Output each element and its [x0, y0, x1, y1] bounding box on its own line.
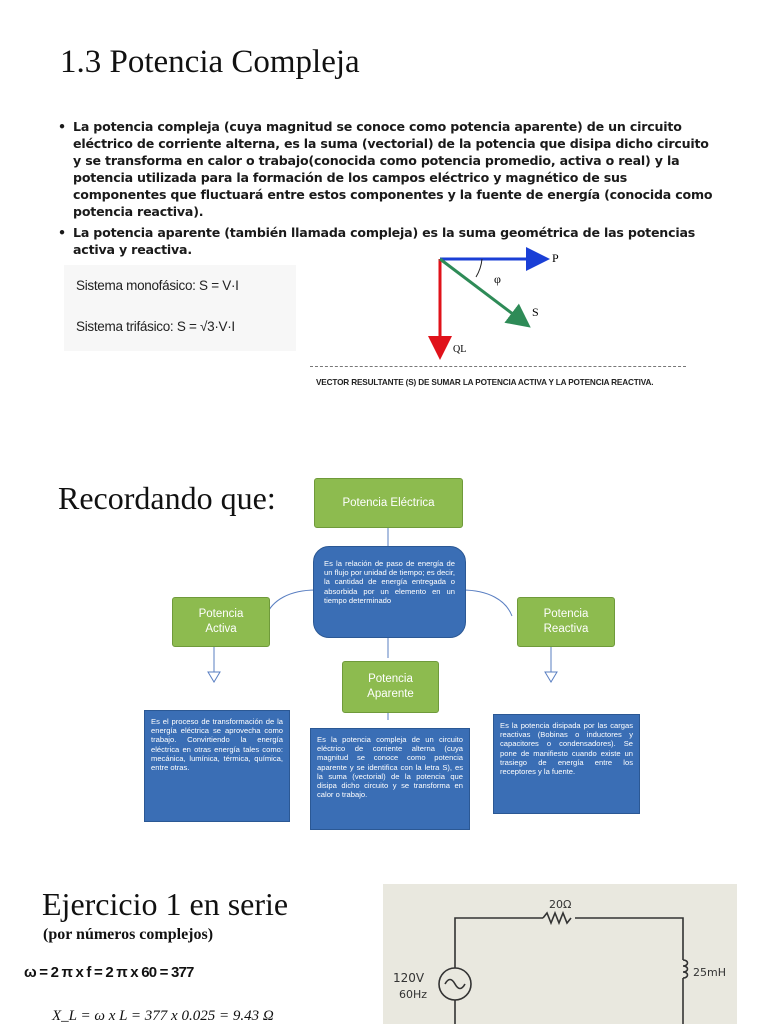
- potencia-activa-box: [172, 597, 270, 647]
- page-title: 1.3 Potencia Compleja: [60, 44, 360, 80]
- connector-reactiva: [545, 645, 557, 682]
- potencia-electrica-box: Potencia Eléctrica: [314, 478, 463, 528]
- potencia-reactiva-label: Potencia Reactiva: [543, 608, 589, 635]
- bullet-dot: •: [58, 119, 66, 134]
- connector-activa: [208, 645, 220, 682]
- frequency-label: 60Hz: [399, 988, 428, 1001]
- definition-box: Es la relación de paso de energía de un flujo por unidad de tiempo; es decir, la cantidad de energía entregada o absorbida por un elemento en un tiempo determinado: [313, 546, 466, 638]
- label-p: P: [552, 251, 559, 265]
- bullet-text: La potencia aparente (también llamada compleja) es la suma geométrica de las potencias activa y reactiva.: [73, 225, 696, 257]
- potencia-aparente-box: [342, 661, 439, 713]
- resistor-symbol: [543, 913, 571, 923]
- label-ql: QL: [453, 344, 467, 355]
- power-vector-diagram: [420, 244, 580, 364]
- bullet-list: [58, 118, 713, 262]
- potencia-activa-label: Potencia Activa: [198, 608, 244, 635]
- inductor-label: 25mH: [693, 966, 726, 979]
- circuit-wire: [575, 918, 683, 960]
- section-title-recordando: Recordando que:: [58, 480, 276, 516]
- bullet-item: [58, 118, 713, 220]
- section-title-ejercicio: Ejercicio 1 en serie: [42, 886, 289, 922]
- formula-trifasico: Sistema trifásico: S = √3·V·I: [76, 319, 235, 334]
- label-s: S: [532, 305, 539, 319]
- dashed-separator: [310, 366, 686, 367]
- reactiva-description: Es la potencia disipada por las cargas reactivas (Bobinas o inductores y capacitores o condensadores). Se pone de manifiesto cuando existe un trasiego de energía entre los receptores y la fuente.: [493, 714, 640, 814]
- apparent-power-vector: [440, 259, 526, 324]
- circuit-wire: [455, 918, 543, 932]
- bullet-dot: •: [58, 225, 66, 240]
- series-circuit-drawing: [383, 884, 737, 1024]
- ac-wave: [445, 980, 465, 989]
- aparente-description: Es la potencia compleja de un circuito eléctrico de corriente alterna (cuya magnitud se conoce como potencia aparente y se identifica con la letra S), es la suma (vectorial) de la potencia que disipa dicho circuito y se transforma en calor o trabajo.: [310, 728, 470, 830]
- bullet-item: [58, 224, 713, 258]
- formula-monofasico: Sistema monofásico: S = V·I: [76, 278, 239, 293]
- inductor-symbol: [683, 960, 688, 978]
- ejercicio-subtitle: (por números complejos): [43, 926, 214, 943]
- activa-description: Es el proceso de transformación de la energía eléctrica se aprovecha como trabajo. Convirtiendo la energía eléctrica en otras energía tales como: mecánica, lumínica, térmica, química, entre otras.: [144, 710, 290, 822]
- potencia-aparente-label: Potencia Aparente: [367, 673, 414, 700]
- omega-equation: ω = 2 π x f = 2 π x 60 = 377: [24, 964, 194, 981]
- connector-left: [266, 590, 316, 616]
- phi-angle-arc: [476, 259, 482, 277]
- label-phi: φ: [494, 272, 501, 286]
- connector-right: [462, 590, 512, 616]
- bullet-text: La potencia compleja (cuya magnitud se conoce como potencia aparente) de un circuito eléctrico de corriente alterna, es la suma (vectorial) de la potencia que disipa dicho circuito y se transforma en calor o trabajo(conocida como potencia promedio, activa o real) y la potencia utilizada para la formación de los campos eléctrico y magnético de sus componentes que fluctuará entre estos componentes y la fuente de energía (conocida como potencia reactiva).: [73, 119, 713, 219]
- potencia-reactiva-box: [517, 597, 615, 647]
- vector-caption: VECTOR RESULTANTE (S) DE SUMAR LA POTENCIA ACTIVA Y LA POTENCIA REACTIVA.: [316, 378, 654, 387]
- voltage-label: 120V: [393, 971, 425, 985]
- circuit-photo: [383, 884, 737, 1024]
- xl-equation: X_L = ω x L = 377 x 0.025 = 9.43 Ω: [52, 1008, 274, 1024]
- resistor-label: 20Ω: [549, 898, 572, 911]
